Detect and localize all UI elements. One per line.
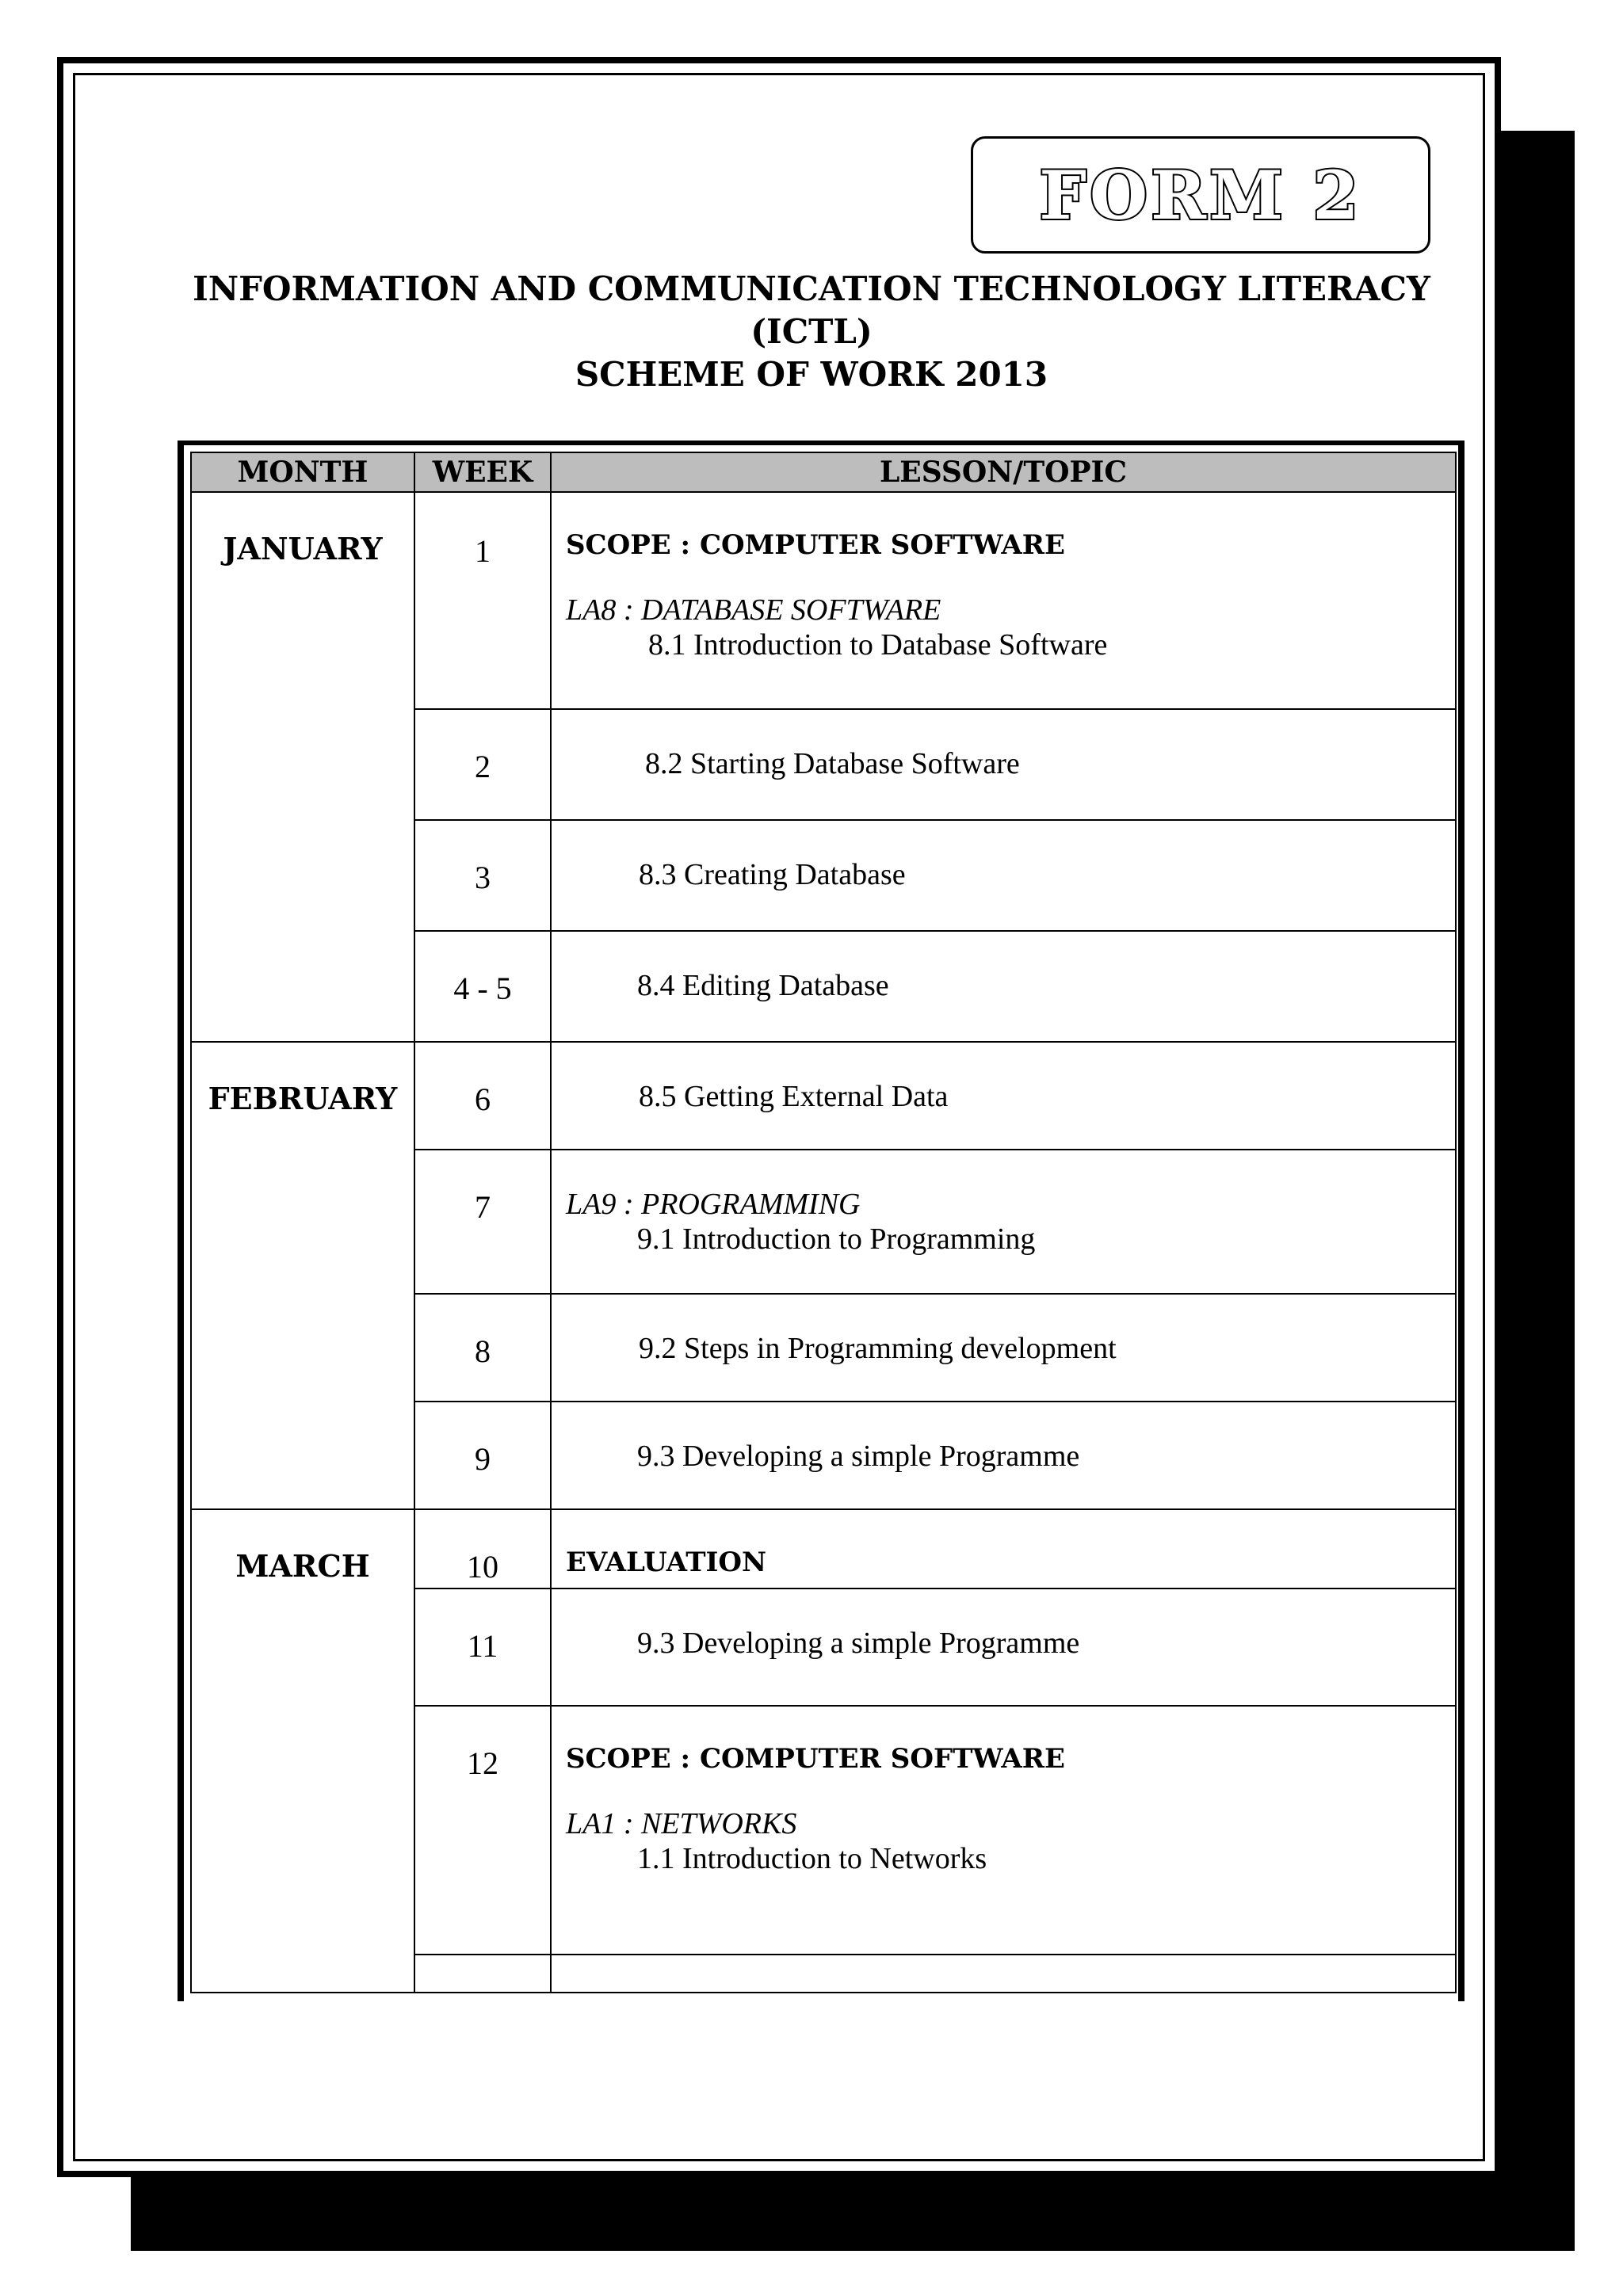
topic-label: 9.3 Developing a simple Programme	[637, 1440, 1080, 1473]
table-header-row	[191, 452, 1456, 492]
learning-area-label: LA8 : DATABASE SOFTWARE	[566, 593, 941, 627]
month-january: JANUARY	[191, 492, 414, 1042]
lesson-cell	[551, 1402, 1456, 1509]
document-title	[0, 268, 1623, 396]
topic-label: 9.2 Steps in Programming development	[639, 1332, 1117, 1365]
topic-label: 8.3 Creating Database	[639, 858, 906, 891]
week-cell: 9	[414, 1402, 551, 1509]
scheme-table	[190, 452, 1457, 1993]
week-cell: 3	[414, 820, 551, 931]
title-line-2: (ICTL)	[750, 312, 873, 351]
title-line-1: INFORMATION AND COMMUNICATION TECHNOLOGY LITERACY	[193, 269, 1430, 308]
topic-label: 8.4 Editing Database	[637, 969, 889, 1002]
form-badge	[971, 136, 1430, 254]
lesson-cell	[551, 1509, 1456, 1589]
header-month: MONTH	[191, 452, 414, 492]
topic-label: 8.1 Introduction to Database Software	[648, 628, 1108, 662]
lesson-cell	[551, 492, 1456, 709]
form-badge-text: FORM 2	[1039, 155, 1362, 235]
week-cell: 4 - 5	[414, 931, 551, 1042]
week-cell: 12	[414, 1706, 551, 1955]
week-cell-empty	[414, 1955, 551, 1993]
topic-label: 8.5 Getting External Data	[639, 1080, 949, 1113]
week-cell: 2	[414, 709, 551, 820]
header-lesson-topic: LESSON/TOPIC	[551, 452, 1456, 492]
topic-label: 9.3 Developing a simple Programme	[637, 1627, 1080, 1660]
topic-label: 9.1 Introduction to Programming	[637, 1222, 1036, 1256]
week-cell: 6	[414, 1042, 551, 1150]
scheme-table-frame	[178, 441, 1465, 2001]
evaluation-label: EVALUATION	[566, 1547, 767, 1578]
week-cell: 11	[414, 1589, 551, 1706]
week-cell: 7	[414, 1150, 551, 1294]
header-week: WEEK	[414, 452, 551, 492]
lesson-cell	[551, 1589, 1456, 1706]
lesson-cell	[551, 709, 1456, 820]
topic-label: 1.1 Introduction to Networks	[637, 1842, 987, 1875]
lesson-cell	[551, 1706, 1456, 1955]
lesson-cell	[551, 1042, 1456, 1150]
month-march: MARCH	[191, 1509, 414, 1993]
table-row	[191, 1042, 1456, 1150]
lesson-cell	[551, 1294, 1456, 1402]
lesson-cell-empty	[551, 1955, 1456, 1993]
week-cell: 10	[414, 1509, 551, 1589]
lesson-cell	[551, 931, 1456, 1042]
week-cell: 1	[414, 492, 551, 709]
title-line-3: SCHEME OF WORK 2013	[575, 355, 1048, 394]
scope-label: SCOPE : COMPUTER SOFTWARE	[566, 529, 1065, 561]
lesson-cell	[551, 820, 1456, 931]
table-row	[191, 1509, 1456, 1589]
topic-label: 8.2 Starting Database Software	[645, 747, 1020, 780]
learning-area-label: LA9 : PROGRAMMING	[566, 1188, 861, 1221]
lesson-cell	[551, 1150, 1456, 1294]
table-row	[191, 492, 1456, 709]
week-cell: 8	[414, 1294, 551, 1402]
month-february: FEBRUARY	[191, 1042, 414, 1509]
learning-area-label: LA1 : NETWORKS	[566, 1807, 797, 1840]
scope-label: SCOPE : COMPUTER SOFTWARE	[566, 1743, 1065, 1775]
